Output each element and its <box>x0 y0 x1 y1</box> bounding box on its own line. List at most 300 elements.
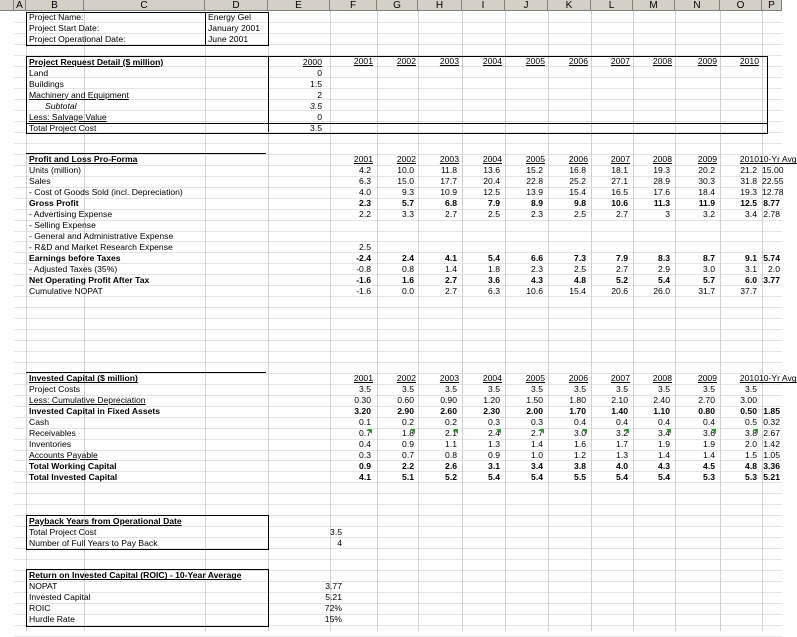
pl-avg[interactable]: 5.74 <box>763 252 780 263</box>
section-title[interactable]: Payback Years from Operational Date <box>29 515 182 526</box>
ic-value[interactable]: 0.3 <box>488 417 500 428</box>
ic-value[interactable]: 2.1 <box>445 428 457 439</box>
ic-value[interactable]: 1.1 <box>445 439 457 450</box>
pl-value[interactable] <box>505 220 543 231</box>
pl-value[interactable]: 2.3 <box>531 263 543 274</box>
pl-value[interactable]: 2.7 <box>616 209 628 220</box>
ic-value[interactable]: 3.5 <box>658 384 670 395</box>
pl-value[interactable]: 6.0 <box>745 274 757 285</box>
pl-value[interactable]: 5.4 <box>488 252 500 263</box>
ic-value[interactable]: 1.2 <box>574 450 586 460</box>
ic-value[interactable]: 0.9 <box>488 450 500 460</box>
payback-label[interactable]: Number of Full Years to Pay Back <box>29 537 158 548</box>
pl-value[interactable]: -2.4 <box>356 252 371 263</box>
info-value[interactable]: Energy Gel <box>208 12 251 22</box>
pl-value[interactable] <box>633 220 670 231</box>
pl-value[interactable]: 4.0 <box>359 187 371 198</box>
ic-value[interactable]: 3.4 <box>658 428 670 439</box>
pl-avg[interactable]: 2.0 <box>768 263 780 274</box>
ic-row-label[interactable]: Accounts Payable <box>29 450 98 460</box>
pl-avg[interactable]: 22.55 <box>762 176 784 187</box>
pl-value[interactable]: 2.3 <box>359 198 371 209</box>
prd-year-header[interactable]: 2008 <box>652 55 672 66</box>
pl-value[interactable]: 10.6 <box>611 198 628 209</box>
ic-row-label[interactable]: Total Invested Capital <box>29 471 118 482</box>
pl-value[interactable]: -0.8 <box>356 263 371 274</box>
pl-row-label[interactable]: - Advertising Expense <box>29 209 113 220</box>
select-all-corner[interactable] <box>0 0 14 11</box>
ic-value[interactable]: 5.4 <box>658 471 670 482</box>
section-title[interactable]: Invested Capital ($ million) <box>29 373 138 384</box>
pl-value[interactable]: 17.6 <box>653 187 670 198</box>
column-header-d[interactable]: D <box>205 0 268 11</box>
ic-value[interactable]: 4.8 <box>745 460 757 471</box>
pl-value[interactable]: 9.8 <box>574 198 586 209</box>
pl-year-header[interactable]: 2010 <box>739 154 759 165</box>
info-value[interactable]: June 2001 <box>208 33 249 44</box>
column-header-h[interactable]: H <box>418 0 462 11</box>
pl-value[interactable]: 2.5 <box>359 241 371 252</box>
pl-value[interactable] <box>462 231 500 242</box>
ic-value[interactable]: 1.70 <box>569 406 586 417</box>
ic-value[interactable]: 0.2 <box>402 417 414 428</box>
ic-value[interactable]: 3.0 <box>574 428 586 439</box>
pl-value[interactable]: 26.0 <box>653 285 670 296</box>
ic-value[interactable]: 2.10 <box>611 395 628 406</box>
pl-row-label[interactable]: - R&D and Market Research Expense <box>29 241 173 252</box>
prd-row-value[interactable]: 1.5 <box>310 78 322 89</box>
roic-value[interactable]: 15% <box>324 614 342 625</box>
ic-year-header[interactable]: 2005 <box>525 373 545 384</box>
pl-value[interactable]: 17.7 <box>440 176 457 187</box>
ic-value[interactable]: 3.4 <box>531 460 543 471</box>
payback-value[interactable]: 4 <box>337 537 342 548</box>
ic-avg-header[interactable]: 10-Yr Avg <box>759 373 797 384</box>
pl-value[interactable] <box>633 231 670 242</box>
pl-value[interactable]: 2.7 <box>445 274 457 285</box>
ic-avg[interactable] <box>762 395 780 406</box>
ic-value[interactable]: 0.4 <box>574 417 586 428</box>
pl-value[interactable]: 3.0 <box>703 263 715 274</box>
prd-row-value[interactable]: 3.5 <box>310 100 322 111</box>
ic-value[interactable]: 3.2 <box>616 428 628 439</box>
ic-value[interactable]: 2.2 <box>402 460 414 471</box>
pl-row-label[interactable]: - Adjusted Taxes (35%) <box>29 263 118 274</box>
ic-value[interactable]: 0.3 <box>359 450 371 460</box>
roic-label[interactable]: ROIC <box>29 603 51 614</box>
pl-value[interactable]: 2.2 <box>359 209 371 220</box>
pl-value[interactable]: 9.1 <box>745 252 757 263</box>
ic-year-header[interactable]: 2003 <box>439 373 459 384</box>
pl-value[interactable]: 1.4 <box>445 263 457 274</box>
pl-value[interactable]: 6.8 <box>445 198 457 209</box>
pl-value[interactable]: 5.7 <box>703 274 715 285</box>
pl-value[interactable]: 2.5 <box>574 263 586 274</box>
pl-value[interactable]: 11.3 <box>653 198 670 209</box>
roic-label[interactable]: Hurdle Rate <box>29 614 75 625</box>
ic-avg[interactable]: 5.21 <box>763 471 780 482</box>
pl-value[interactable]: 15.2 <box>526 165 543 176</box>
ic-value[interactable]: 3.1 <box>488 460 500 471</box>
ic-value[interactable]: 3.5 <box>488 384 500 395</box>
pl-year-header[interactable]: 2002 <box>396 154 416 165</box>
pl-value[interactable]: 3.6 <box>488 274 500 285</box>
ic-value[interactable]: 0.30 <box>354 395 371 406</box>
prd-row-label[interactable]: Machinery and Equipment <box>29 89 129 100</box>
column-header-m[interactable]: M <box>633 0 675 11</box>
column-header-a[interactable]: A <box>14 0 26 11</box>
ic-value[interactable]: 5.1 <box>402 471 414 482</box>
pl-value[interactable]: 0.0 <box>402 285 414 296</box>
ic-value[interactable]: 1.8 <box>402 428 414 439</box>
ic-value[interactable]: 0.90 <box>440 395 457 406</box>
ic-value[interactable]: 1.6 <box>574 439 586 450</box>
pl-value[interactable]: 37.7 <box>740 285 757 296</box>
pl-avg-header[interactable]: 10-Yr Avg <box>759 154 797 165</box>
ic-row-label[interactable]: Total Working Capital <box>29 460 117 471</box>
prd-row-label[interactable]: Buildings <box>29 78 64 89</box>
ic-value[interactable]: 3.5 <box>359 384 371 395</box>
pl-value[interactable]: 1.6 <box>402 274 414 285</box>
ic-avg[interactable]: 1.42 <box>763 439 780 450</box>
info-value[interactable]: January 2001 <box>208 22 261 33</box>
ic-value[interactable]: 3.5 <box>574 384 586 395</box>
prd-row-label[interactable]: Less: Salvage Value <box>29 111 107 122</box>
pl-value[interactable]: 28.9 <box>653 176 670 187</box>
pl-value[interactable] <box>591 220 628 231</box>
info-label[interactable]: Project Operational Date: <box>29 33 126 44</box>
ic-value[interactable]: 3.8 <box>745 428 757 439</box>
pl-value[interactable] <box>720 242 757 253</box>
pl-value[interactable]: 2.5 <box>574 209 586 220</box>
pl-value[interactable]: 18.4 <box>698 187 715 198</box>
ic-value[interactable]: 3.5 <box>703 384 715 395</box>
ic-avg[interactable]: 1.85 <box>763 406 780 417</box>
pl-value[interactable]: 2.3 <box>531 209 543 220</box>
ic-avg[interactable]: 2.67 <box>763 428 780 439</box>
prd-year-header[interactable]: 2000 <box>302 56 322 67</box>
pl-value[interactable]: 19.3 <box>653 165 670 176</box>
roic-value[interactable]: 5.21 <box>325 592 342 603</box>
prd-year-header[interactable]: 2004 <box>482 55 502 66</box>
ic-value[interactable]: 0.60 <box>397 395 414 406</box>
pl-avg[interactable]: 12.78 <box>762 187 784 198</box>
ic-value[interactable]: 2.90 <box>397 406 414 417</box>
pl-value[interactable] <box>418 242 457 253</box>
pl-value[interactable]: 12.5 <box>740 198 757 209</box>
ic-value[interactable]: 2.60 <box>440 406 457 417</box>
ic-row-label[interactable]: Receivables <box>29 428 76 439</box>
pl-value[interactable]: 2.7 <box>445 285 457 296</box>
pl-avg[interactable] <box>762 231 780 242</box>
ic-value[interactable]: 1.4 <box>703 450 715 460</box>
pl-value[interactable]: 31.7 <box>698 285 715 296</box>
ic-value[interactable]: 4.1 <box>359 471 371 482</box>
pl-value[interactable]: 2.5 <box>488 209 500 220</box>
ic-value[interactable]: 3.00 <box>740 395 757 406</box>
pl-year-header[interactable]: 2004 <box>482 154 502 165</box>
column-header-f[interactable]: F <box>330 0 377 11</box>
pl-avg[interactable]: 3.77 <box>763 274 780 285</box>
pl-avg[interactable]: 2.78 <box>763 209 780 220</box>
pl-value[interactable] <box>462 242 500 253</box>
ic-value[interactable]: 1.3 <box>616 450 628 460</box>
ic-value[interactable]: 0.80 <box>698 406 715 417</box>
ic-value[interactable]: 2.7 <box>531 428 543 439</box>
pl-value[interactable]: 15.4 <box>569 187 586 198</box>
pl-value[interactable]: 10.0 <box>397 165 414 176</box>
ic-value[interactable]: 1.40 <box>611 406 628 417</box>
pl-value[interactable] <box>675 220 715 231</box>
ic-value[interactable]: 3.5 <box>531 384 543 395</box>
pl-value[interactable]: 4.3 <box>531 274 543 285</box>
pl-value[interactable]: 4.1 <box>445 252 457 263</box>
pl-value[interactable]: 20.2 <box>698 165 715 176</box>
column-header-j[interactable]: J <box>505 0 548 11</box>
payback-label[interactable]: Total Project Cost <box>29 526 97 537</box>
section-title[interactable]: Project Request Detail ($ million) <box>29 56 164 67</box>
pl-value[interactable]: 27.1 <box>611 176 628 187</box>
pl-value[interactable]: 19.3 <box>740 187 757 198</box>
section-title[interactable]: Profit and Loss Pro-Forma <box>29 154 138 165</box>
pl-value[interactable]: 3.3 <box>402 209 414 220</box>
prd-year-header[interactable]: 2010 <box>739 55 759 66</box>
pl-value[interactable]: 6.3 <box>488 285 500 296</box>
ic-value[interactable]: 1.3 <box>488 439 500 450</box>
pl-value[interactable]: 5.2 <box>616 274 628 285</box>
pl-row-label[interactable]: Sales <box>29 176 51 187</box>
pl-row-label[interactable]: Earnings before Taxes <box>29 252 121 263</box>
ic-year-header[interactable]: 2001 <box>353 373 373 384</box>
pl-value[interactable]: 8.3 <box>658 252 670 263</box>
pl-value[interactable] <box>591 242 628 253</box>
ic-value[interactable]: 0.9 <box>359 460 371 471</box>
pl-row-label[interactable]: Gross Profit <box>29 198 79 209</box>
ic-row-label[interactable]: Cash <box>29 417 50 428</box>
pl-row-label[interactable]: - General and Administrative Expense <box>29 231 174 241</box>
ic-value[interactable]: 0.2 <box>445 417 457 428</box>
ic-value[interactable]: 0.1 <box>359 417 371 428</box>
pl-value[interactable]: 4.8 <box>574 274 586 285</box>
pl-value[interactable] <box>330 231 371 242</box>
pl-value[interactable]: 7.9 <box>488 198 500 209</box>
ic-value[interactable]: 1.0 <box>531 450 543 460</box>
pl-value[interactable] <box>418 231 457 242</box>
column-header-b[interactable]: B <box>26 0 84 11</box>
pl-value[interactable] <box>633 242 670 253</box>
pl-value[interactable]: -1.6 <box>356 274 371 285</box>
pl-value[interactable] <box>330 220 371 231</box>
prd-row-value[interactable]: 2 <box>317 89 322 100</box>
ic-year-header[interactable]: 2007 <box>610 373 630 384</box>
ic-value[interactable]: 3.8 <box>574 460 586 471</box>
ic-value[interactable]: 3.20 <box>354 406 371 417</box>
pl-value[interactable]: 6.3 <box>359 176 371 187</box>
pl-value[interactable]: 15.0 <box>397 176 414 187</box>
prd-row-label[interactable]: Total Project Cost <box>29 122 97 133</box>
pl-value[interactable]: 0.8 <box>402 263 414 274</box>
pl-row-label[interactable]: - Cost of Goods Sold (incl. Depreciation) <box>29 187 183 198</box>
ic-value[interactable]: 2.70 <box>698 395 715 406</box>
pl-year-header[interactable]: 2001 <box>353 154 373 165</box>
ic-row-label[interactable]: Invested Capital in Fixed Assets <box>29 406 161 417</box>
column-header-o[interactable]: O <box>720 0 762 11</box>
prd-year-header[interactable]: 2006 <box>568 55 588 66</box>
ic-value[interactable]: 1.50 <box>526 395 543 406</box>
column-header-i[interactable]: I <box>462 0 505 11</box>
pl-avg[interactable] <box>762 242 780 253</box>
pl-value[interactable] <box>548 242 586 253</box>
column-header-c[interactable]: C <box>84 0 205 11</box>
pl-value[interactable]: 13.6 <box>483 165 500 176</box>
pl-avg[interactable]: 15.00 <box>762 165 784 176</box>
pl-value[interactable] <box>377 231 414 242</box>
pl-value[interactable]: 18.1 <box>611 165 628 176</box>
pl-value[interactable] <box>720 220 757 231</box>
pl-value[interactable]: 16.8 <box>569 165 586 176</box>
pl-value[interactable] <box>548 220 586 231</box>
prd-year-header[interactable]: 2009 <box>697 55 717 66</box>
ic-value[interactable]: 5.5 <box>574 471 586 482</box>
pl-value[interactable] <box>720 231 757 242</box>
pl-value[interactable] <box>377 242 414 253</box>
pl-year-header[interactable]: 2009 <box>697 154 717 165</box>
pl-value[interactable] <box>505 231 543 242</box>
section-title[interactable]: Return on Invested Capital (ROIC) - 10-Year Average <box>29 570 242 581</box>
prd-row-label[interactable]: Subtotal <box>45 100 77 111</box>
prd-year-header[interactable]: 2003 <box>439 55 459 66</box>
pl-value[interactable]: 20.4 <box>483 176 500 187</box>
ic-value[interactable]: 0.4 <box>616 417 628 428</box>
ic-value[interactable]: 3.5 <box>402 384 414 395</box>
ic-value[interactable]: 2.4 <box>488 428 500 439</box>
ic-value[interactable]: 5.4 <box>616 471 628 482</box>
prd-row-value[interactable]: 0 <box>317 67 322 78</box>
ic-avg[interactable]: 0.32 <box>763 417 780 428</box>
payback-value[interactable]: 3.5 <box>330 526 342 537</box>
prd-year-header[interactable]: 2002 <box>396 55 416 66</box>
ic-value[interactable]: 1.20 <box>483 395 500 406</box>
pl-value[interactable]: 4.2 <box>359 165 371 176</box>
ic-value[interactable]: 0.9 <box>402 439 414 450</box>
ic-avg[interactable]: 1.05 <box>763 450 780 460</box>
pl-value[interactable]: 16.5 <box>611 187 628 198</box>
ic-value[interactable]: 0.4 <box>359 439 371 450</box>
ic-value[interactable]: 2.40 <box>653 395 670 406</box>
ic-avg[interactable]: 3.36 <box>763 460 780 471</box>
pl-year-header[interactable]: 2007 <box>610 154 630 165</box>
pl-row-label[interactable]: Net Operating Profit After Tax <box>29 274 150 285</box>
ic-value[interactable]: 0.5 <box>745 417 757 428</box>
prd-year-header[interactable]: 2007 <box>610 55 630 66</box>
pl-value[interactable] <box>675 242 715 253</box>
ic-value[interactable]: 2.6 <box>445 460 457 471</box>
column-header-l[interactable]: L <box>591 0 633 11</box>
pl-value[interactable] <box>377 220 414 231</box>
ic-value[interactable]: 3.5 <box>445 384 457 395</box>
pl-row-label[interactable]: Units (million) <box>29 165 82 176</box>
pl-value[interactable]: 3.1 <box>745 263 757 274</box>
pl-value[interactable]: 22.8 <box>526 176 543 187</box>
ic-value[interactable]: 1.7 <box>616 439 628 450</box>
ic-value[interactable]: 3.5 <box>616 384 628 395</box>
info-label[interactable]: Project Name: <box>29 12 84 22</box>
pl-value[interactable]: 6.6 <box>531 252 543 263</box>
pl-value[interactable] <box>418 220 457 231</box>
pl-value[interactable]: 5.4 <box>658 274 670 285</box>
ic-value[interactable]: 2.00 <box>526 406 543 417</box>
pl-value[interactable] <box>462 220 500 231</box>
pl-value[interactable] <box>548 231 586 242</box>
pl-row-label[interactable]: Cumulative NOPAT <box>29 285 103 296</box>
ic-value[interactable]: 4.5 <box>703 460 715 471</box>
pl-avg[interactable] <box>762 220 780 231</box>
prd-row-value[interactable]: 3.5 <box>310 122 322 133</box>
pl-avg[interactable]: 8.77 <box>763 198 780 209</box>
pl-value[interactable]: 30.3 <box>698 176 715 187</box>
pl-value[interactable]: 20.6 <box>611 285 628 296</box>
ic-value[interactable]: 1.4 <box>531 439 543 450</box>
pl-value[interactable]: 15.4 <box>569 285 586 296</box>
pl-value[interactable] <box>675 231 715 242</box>
pl-value[interactable]: 3.2 <box>703 209 715 220</box>
ic-value[interactable]: 1.10 <box>653 406 670 417</box>
ic-value[interactable]: 1.80 <box>569 395 586 406</box>
ic-year-header[interactable]: 2008 <box>652 373 672 384</box>
pl-value[interactable]: 10.6 <box>526 285 543 296</box>
info-label[interactable]: Project Start Date: <box>29 22 100 33</box>
pl-value[interactable]: 11.9 <box>698 198 715 209</box>
ic-value[interactable]: 3.6 <box>703 428 715 439</box>
ic-value[interactable]: 4.3 <box>658 460 670 471</box>
roic-value[interactable]: 3.77 <box>325 581 342 592</box>
roic-value[interactable]: 72% <box>324 603 342 614</box>
pl-value[interactable]: 7.9 <box>616 252 628 263</box>
ic-value[interactable]: 5.4 <box>488 471 500 482</box>
ic-value[interactable]: 5.3 <box>745 471 757 482</box>
ic-year-header[interactable]: 2006 <box>568 373 588 384</box>
pl-value[interactable]: 21.2 <box>740 165 757 176</box>
ic-value[interactable]: 0.8 <box>445 450 457 460</box>
roic-label[interactable]: NOPAT <box>29 581 58 592</box>
ic-value[interactable]: 4.0 <box>616 460 628 471</box>
pl-value[interactable]: 7.3 <box>574 252 586 263</box>
ic-value[interactable]: 1.5 <box>745 450 757 460</box>
pl-value[interactable] <box>591 231 628 242</box>
prd-row-label[interactable]: Land <box>29 67 49 78</box>
pl-value[interactable]: 8.7 <box>703 252 715 263</box>
pl-value[interactable]: 13.9 <box>526 187 543 198</box>
ic-row-label[interactable]: Less: Cumulative Depreciation <box>29 395 146 406</box>
column-header-e[interactable]: E <box>268 0 330 11</box>
pl-value[interactable]: 11.8 <box>440 165 457 176</box>
ic-value[interactable]: 5.3 <box>703 471 715 482</box>
pl-value[interactable]: 25.2 <box>569 176 586 187</box>
prd-row-value[interactable]: 0 <box>317 111 322 122</box>
ic-year-header[interactable]: 2010 <box>739 373 759 384</box>
prd-year-header[interactable]: 2001 <box>353 55 373 66</box>
ic-value[interactable]: 1.4 <box>658 450 670 460</box>
pl-avg[interactable] <box>762 286 780 297</box>
ic-value[interactable]: 0.7 <box>359 428 371 439</box>
roic-label[interactable]: Invested Capital <box>29 592 91 603</box>
ic-row-label[interactable]: Inventories <box>29 439 72 450</box>
ic-value[interactable]: 1.9 <box>703 439 715 450</box>
ic-row-label[interactable]: Project Costs <box>29 384 81 395</box>
pl-value[interactable]: 5.7 <box>402 198 414 209</box>
pl-value[interactable]: -1.6 <box>356 285 371 296</box>
prd-year-header[interactable]: 2005 <box>525 55 545 66</box>
